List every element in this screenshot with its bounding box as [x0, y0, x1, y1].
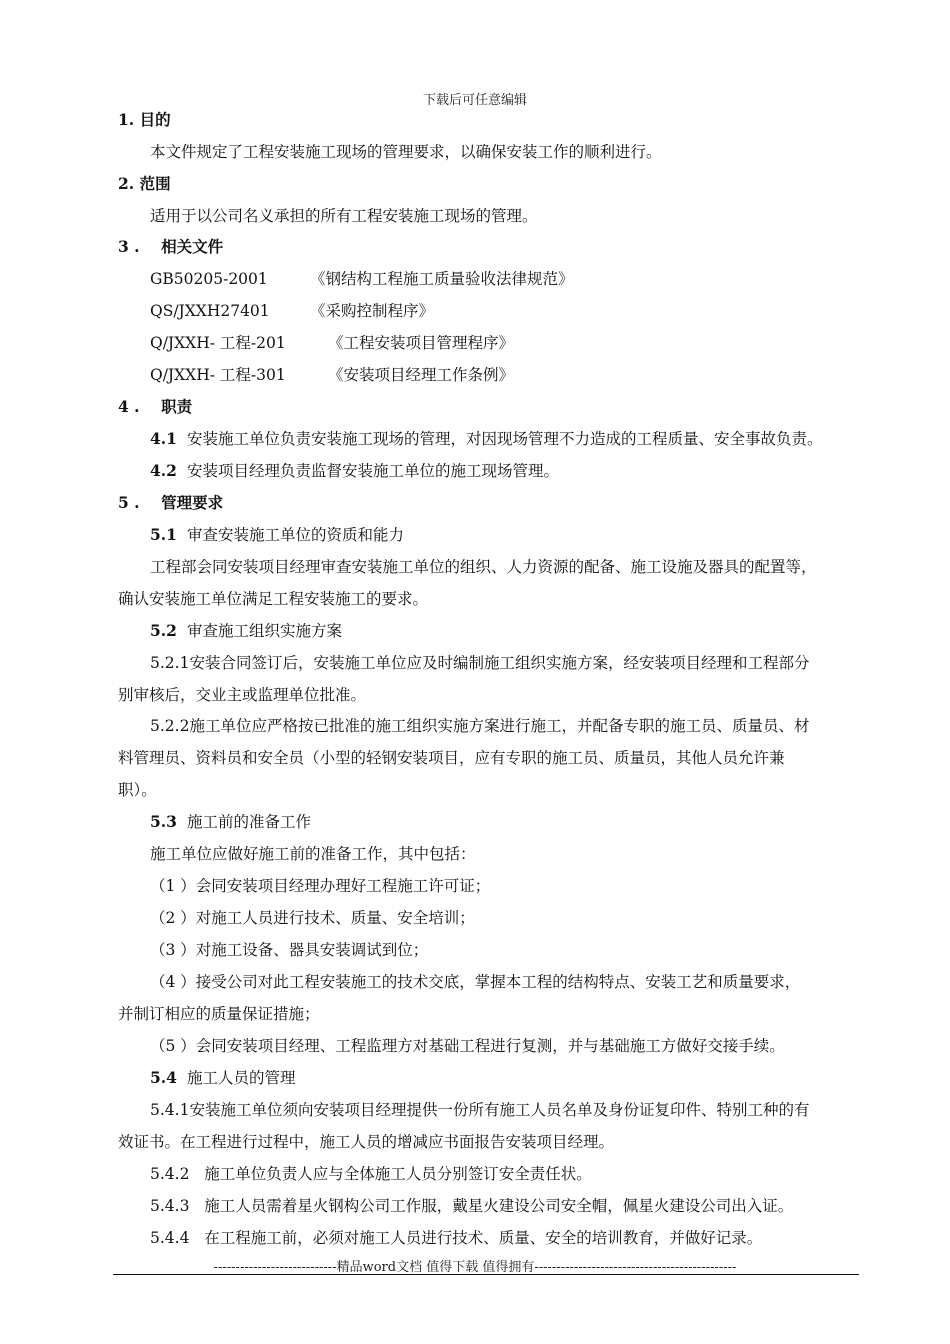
subsection-5-2-heading: [150, 621, 863, 641]
section-2-heading: 2. 范围: [118, 174, 171, 193]
reference-code: QS/JXXH27401: [150, 302, 270, 320]
paragraph-line: 5.2.1安装合同签订后，安装施工单位应及时编制施工组织实施方案，经安装项目经理和工程部分: [150, 654, 810, 672]
footer-text: ----------------------------精品word文档 值得下载 值得拥有----------------------------------------------: [213, 1260, 737, 1275]
reference-row: [150, 365, 863, 385]
reference-row: [150, 269, 863, 289]
item-text: 安装项目经理负责监督安装施工单位的施工现场管理。: [186, 462, 559, 480]
responsibility-item: [150, 429, 863, 449]
reference-title: 《钢结构工程施工质量验收法律规范》: [310, 270, 574, 288]
subsection-5-4-heading: [150, 1068, 863, 1088]
header-note: 下载后可任意编辑: [422, 93, 527, 108]
list-item: （1 ）会同安装项目经理办理好工程施工许可证；: [150, 877, 491, 895]
subsection-5-1-heading: [150, 525, 863, 545]
section-1-heading: 1. 目的: [118, 110, 171, 129]
paragraph-line: 5.4.1安装施工单位须向安装项目经理提供一份所有施工人员名单及身份证复印件、特别工种的有: [150, 1101, 810, 1119]
reference-code: GB50205-2001: [150, 270, 268, 288]
paragraph-line: 5.2.2施工单位应严格按已批准的施工组织实施方案进行施工，并配备专职的施工员、质量员、材: [150, 717, 810, 735]
paragraph-line: 工程部会同安装项目经理审查安装施工单位的组织、人力资源的配备、施工设施及器具的配置等，: [150, 558, 817, 576]
paragraph-line: 效证书。在工程进行过程中，施工人员的增减应书面报告安装项目经理。: [118, 1133, 615, 1151]
item-number: 4.2: [150, 461, 177, 480]
section-5-heading: 5 . 管理要求: [118, 493, 224, 512]
paragraph-line: 确认安装施工单位满足工程安装施工的要求。: [118, 590, 429, 608]
footer-divider: [113, 1274, 859, 1275]
item-number: 5.1: [150, 525, 177, 544]
item-text: 安装施工单位负责安装施工现场的管理，对因现场管理不力造成的工程质量、安全事故负责。: [186, 430, 823, 448]
list-item: （5 ）会同安装项目经理、工程监理方对基础工程进行复测，并与基础施工方做好交接手续。: [150, 1037, 785, 1055]
item-number: 5.4: [150, 1068, 177, 1087]
reference-row: [150, 301, 863, 321]
list-item: （2 ）对施工人员进行技术、质量、安全培训；: [150, 909, 475, 927]
reference-code: Q/JXXH- 工程-301: [150, 366, 286, 384]
paragraph-line: 5.4.3 施工人员需着星火钢构公司工作服，戴星火建设公司安全帽，佩星火建设公司出入证。: [150, 1197, 794, 1215]
subsection-title: 审查施工组织实施方案: [186, 622, 342, 640]
paragraph-line: 职）。: [118, 781, 157, 799]
reference-title: 《工程安装项目管理程序》: [328, 334, 515, 352]
list-item-continued: 并制订相应的质量保证措施；: [118, 1005, 320, 1023]
section-3-heading: 3 . 相关文件: [118, 237, 224, 256]
section-1-text: 本文件规定了工程安装施工现场的管理要求，以确保安装工作的顺利进行。: [150, 143, 662, 161]
paragraph-line: 料管理员、资料员和安全员（小型的轻钢安装项目，应有专职的施工员、质量员，其他人员允许兼: [118, 749, 785, 767]
paragraph-line: 施工单位应做好施工前的准备工作，其中包括：: [150, 845, 476, 863]
paragraph-line: 5.4.2 施工单位负责人应与全体施工人员分别签订安全责任状。: [150, 1165, 592, 1183]
paragraph-line: 5.4.4 在工程施工前，必须对施工人员进行技术、质量、安全的培训教育，并做好记录。: [150, 1229, 763, 1247]
subsection-5-3-heading: [150, 812, 863, 832]
reference-code: Q/JXXH- 工程-201: [150, 334, 286, 352]
subsection-title: 施工人员的管理: [186, 1069, 296, 1087]
reference-title: 《安装项目经理工作条例》: [328, 366, 515, 384]
section-4-heading: 4 . 职责: [118, 397, 193, 416]
responsibility-item: [150, 461, 863, 481]
item-number: 5.3: [150, 812, 177, 831]
item-number: 5.2: [150, 621, 177, 640]
item-number: 4.1: [150, 429, 177, 448]
subsection-title: 施工前的准备工作: [186, 813, 311, 831]
paragraph-line: 别审核后，交业主或监理单位批准。: [118, 686, 367, 704]
section-2-text: 适用于以公司名义承担的所有工程安装施工现场的管理。: [150, 207, 538, 225]
list-item: （4 ）接受公司对此工程安装施工的技术交底，掌握本工程的结构特点、安装工艺和质量要求，: [150, 973, 801, 991]
subsection-title: 审查安装施工单位的资质和能力: [186, 526, 404, 544]
list-item: （3 ）对施工设备、器具安装调试到位；: [150, 941, 429, 959]
reference-title: 《采购控制程序》: [310, 302, 435, 320]
reference-row: [150, 333, 863, 353]
